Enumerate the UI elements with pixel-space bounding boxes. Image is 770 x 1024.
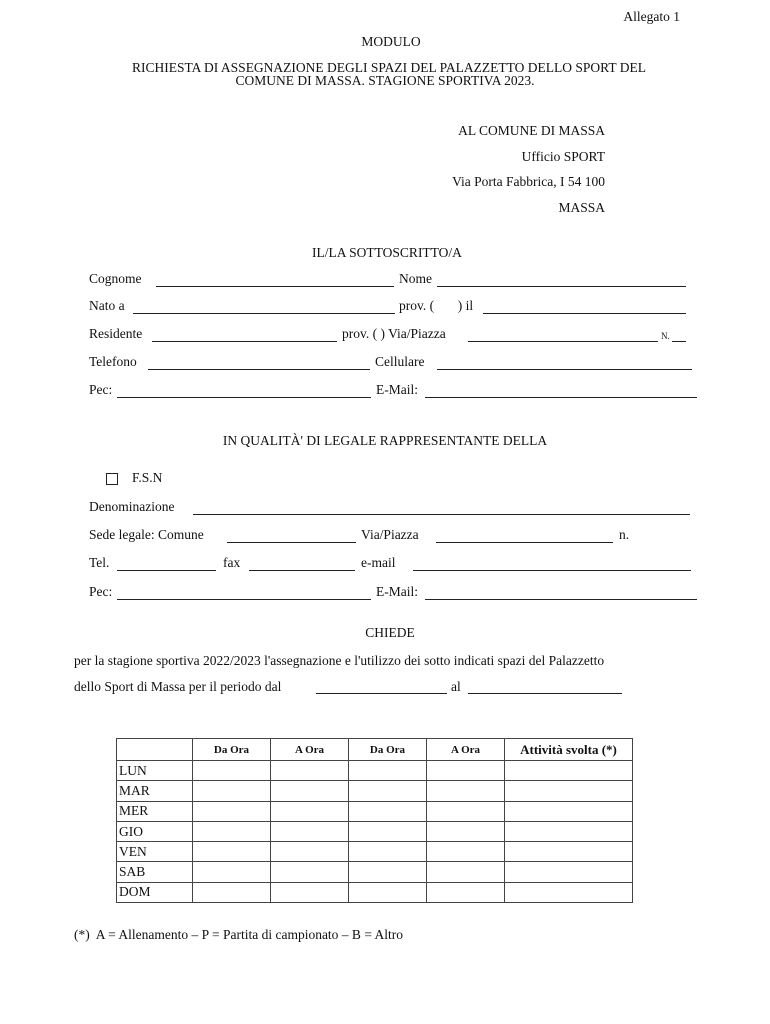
from-time-cell[interactable]: [349, 781, 427, 801]
from-time-cell[interactable]: [349, 882, 427, 902]
via-piazza-label: Via/Piazza: [361, 527, 419, 542]
applicant-heading: IL/LA SOTTOSCRITTO/A: [312, 245, 462, 260]
table-row: [117, 882, 633, 902]
prov-via-label: prov. ( ) Via/Piazza: [342, 326, 446, 341]
table-row: [117, 862, 633, 882]
prov-il-label: prov. ( ) il: [399, 298, 474, 313]
to-time-cell[interactable]: [427, 882, 505, 902]
to-time-cell[interactable]: [427, 842, 505, 862]
recipient-line2: Ufficio SPORT: [521, 149, 605, 164]
cellulare-field[interactable]: [437, 369, 692, 370]
day-label: DOM: [117, 882, 193, 902]
telefono-label: Telefono: [89, 354, 137, 369]
to-time-cell[interactable]: [271, 761, 349, 781]
from-time-cell[interactable]: [349, 842, 427, 862]
day-label: GIO: [117, 821, 193, 841]
email-field[interactable]: [425, 397, 697, 398]
cellulare-label: Cellulare: [375, 354, 425, 369]
civic-number-field[interactable]: [672, 341, 686, 342]
nato-a-label: Nato a: [89, 298, 125, 313]
email-label: E-Mail:: [376, 382, 418, 397]
footnote: (*) A = Allenamento – P = Partita di campionato – B = Altro: [74, 927, 404, 942]
schedule-table: [116, 738, 633, 903]
nato-a-field[interactable]: [133, 313, 395, 314]
org-pec-label: Pec:: [89, 584, 113, 599]
table-row: [117, 761, 633, 781]
day-label: MAR: [117, 781, 193, 801]
request-title-line2: COMUNE DI MASSA. STAGIONE SPORTIVA 2023.: [235, 73, 535, 88]
to-time-cell[interactable]: [271, 821, 349, 841]
activity-cell[interactable]: [505, 842, 633, 862]
to-time-cell[interactable]: [271, 842, 349, 862]
fsn-label: F.S.N: [132, 470, 163, 485]
day-label: MER: [117, 801, 193, 821]
denominazione-label: Denominazione: [89, 499, 175, 514]
to-time-cell[interactable]: [271, 781, 349, 801]
fsn-checkbox[interactable]: [106, 473, 118, 485]
header-day-cell: [117, 739, 193, 761]
header-from-time-1: Da Ora: [193, 739, 271, 761]
to-time-cell[interactable]: [271, 882, 349, 902]
day-label: LUN: [117, 761, 193, 781]
activity-cell[interactable]: [505, 801, 633, 821]
activity-cell[interactable]: [505, 882, 633, 902]
activity-cell[interactable]: [505, 821, 633, 841]
from-time-cell[interactable]: [193, 842, 271, 862]
to-time-cell[interactable]: [271, 862, 349, 882]
from-time-cell[interactable]: [193, 801, 271, 821]
from-time-cell[interactable]: [193, 821, 271, 841]
residente-field[interactable]: [152, 341, 337, 342]
sede-legale-label: Sede legale: Comune: [89, 527, 204, 542]
request-paragraph-line1: per la stagione sportiva 2022/2023 l'assegnazione e l'utilizzo dei sotto indicati spazi del Palazzetto: [74, 653, 605, 668]
from-time-cell[interactable]: [193, 761, 271, 781]
sede-n-label: n.: [619, 527, 630, 542]
attachment-label: Allegato 1: [623, 9, 680, 24]
header-to-time-1: A Ora: [271, 739, 349, 761]
tel-label: Tel.: [89, 555, 110, 570]
civic-number-label: N.: [661, 331, 670, 341]
table-row: [117, 821, 633, 841]
from-time-cell[interactable]: [193, 882, 271, 902]
from-time-cell[interactable]: [349, 761, 427, 781]
from-time-cell[interactable]: [193, 781, 271, 801]
via-piazza-field[interactable]: [468, 341, 658, 342]
table-row: [117, 801, 633, 821]
day-label: SAB: [117, 862, 193, 882]
sede-comune-field[interactable]: [227, 542, 356, 543]
cognome-field[interactable]: [156, 286, 394, 287]
fax-field[interactable]: [249, 570, 355, 571]
org-pec-field[interactable]: [117, 599, 371, 600]
to-time-cell[interactable]: [427, 862, 505, 882]
tel-field[interactable]: [117, 570, 216, 571]
day-label: VEN: [117, 842, 193, 862]
table-row: [117, 842, 633, 862]
denominazione-field[interactable]: [193, 514, 690, 515]
fax-label: fax: [223, 555, 241, 570]
to-time-cell[interactable]: [271, 801, 349, 821]
from-time-cell[interactable]: [349, 801, 427, 821]
header-to-time-2: A Ora: [427, 739, 505, 761]
activity-cell[interactable]: [505, 781, 633, 801]
recipient-line1: AL COMUNE DI MASSA: [458, 123, 605, 138]
email-lower-label: e-mail: [361, 555, 396, 570]
nome-label: Nome: [399, 271, 432, 286]
chiede-heading: CHIEDE: [365, 625, 415, 640]
to-time-cell[interactable]: [427, 761, 505, 781]
residente-label: Residente: [89, 326, 143, 341]
table-row: [117, 781, 633, 801]
activity-cell[interactable]: [505, 761, 633, 781]
activity-cell[interactable]: [505, 862, 633, 882]
sede-via-field[interactable]: [436, 542, 613, 543]
org-email2-field[interactable]: [425, 599, 697, 600]
org-email-field[interactable]: [413, 570, 691, 571]
pec-label: Pec:: [89, 382, 113, 397]
representative-heading: IN QUALITÀ' DI LEGALE RAPPRESENTANTE DELLA: [222, 433, 548, 448]
period-from-field[interactable]: [316, 693, 447, 694]
request-paragraph-line2a: dello Sport di Massa per il periodo dal: [74, 679, 282, 694]
from-time-cell[interactable]: [349, 821, 427, 841]
header-activity: Attività svolta (*): [505, 739, 633, 761]
to-time-cell[interactable]: [427, 801, 505, 821]
period-to-field[interactable]: [468, 693, 622, 694]
telefono-field[interactable]: [148, 369, 370, 370]
to-time-cell[interactable]: [427, 821, 505, 841]
recipient-line4: MASSA: [558, 200, 605, 215]
to-time-cell[interactable]: [427, 781, 505, 801]
birth-date-field[interactable]: [483, 313, 686, 314]
request-paragraph-line2b: al: [451, 679, 461, 694]
pec-field[interactable]: [117, 397, 371, 398]
recipient-line3: Via Porta Fabbrica, I 54 100: [452, 174, 605, 189]
from-time-cell[interactable]: [193, 862, 271, 882]
schedule-header-row: [117, 739, 633, 761]
org-email-label: E-Mail:: [376, 584, 418, 599]
header-from-time-2: Da Ora: [349, 739, 427, 761]
nome-field[interactable]: [437, 286, 686, 287]
cognome-label: Cognome: [89, 271, 142, 286]
form-title: MODULO: [361, 34, 421, 49]
from-time-cell[interactable]: [349, 862, 427, 882]
request-title-line1: RICHIESTA DI ASSEGNAZIONE DEGLI SPAZI DEL PALAZZETTO DELLO SPORT DEL: [132, 60, 646, 75]
